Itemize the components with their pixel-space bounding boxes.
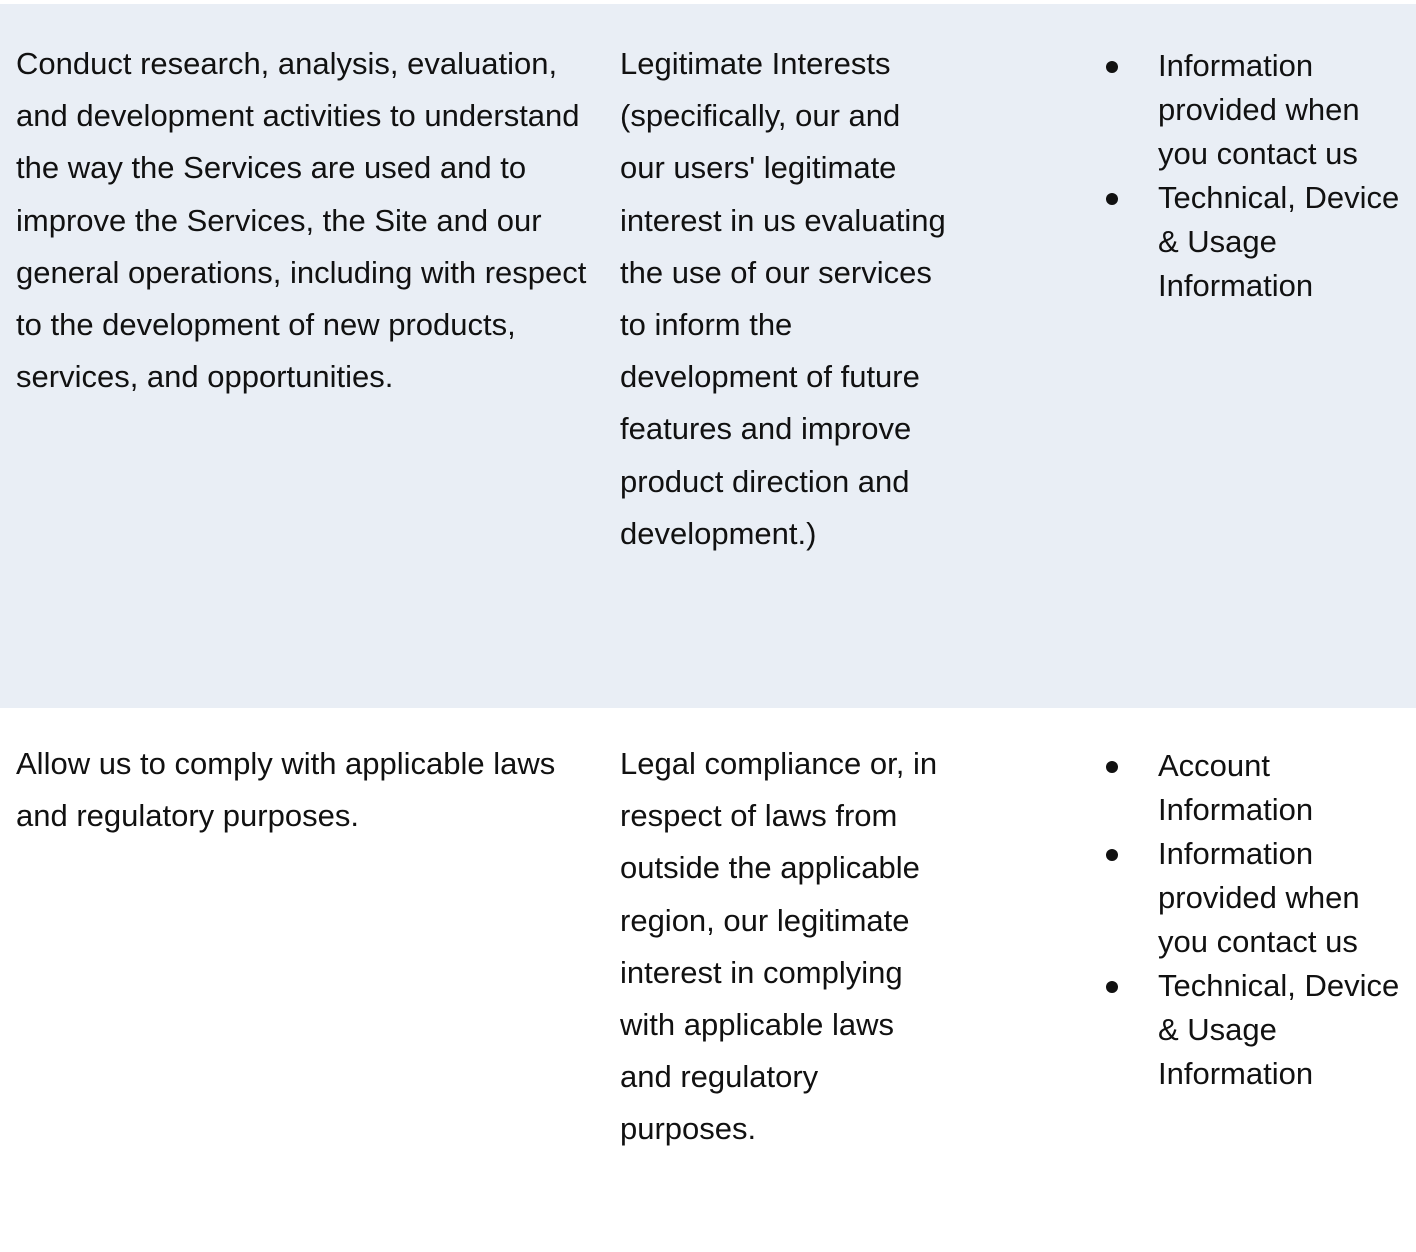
purpose-text: Conduct research, analysis, evaluation, and development activities to understand the way the Services are used and to improve the Services, the Site and our general operations, including with respect to the development of new products, services, and opportunities. [16, 46, 587, 395]
category-label: Account Information [1158, 748, 1314, 827]
category-label: Technical, Device & Usage Information [1158, 180, 1400, 303]
category-label: Information provided when you contact us [1158, 836, 1360, 959]
bullet-icon [1106, 193, 1118, 205]
legal-basis-cell [620, 708, 950, 1156]
purpose-cell [16, 708, 596, 842]
list-item [1100, 176, 1410, 308]
bullet-icon [1106, 849, 1118, 861]
table-row [0, 708, 1416, 1252]
list-item [1100, 44, 1410, 176]
category-label: Technical, Device & Usage Information [1158, 968, 1400, 1091]
bullet-icon [1106, 761, 1118, 773]
bullet-icon [1106, 61, 1118, 73]
table-row [0, 4, 1416, 708]
purpose-cell [16, 4, 596, 403]
data-categories-list [1100, 708, 1410, 1096]
data-categories-list [1100, 4, 1410, 308]
list-item [1100, 744, 1410, 832]
purpose-text: Allow us to comply with applicable laws and regulatory purposes. [16, 746, 556, 834]
list-item [1100, 832, 1410, 964]
bullet-icon [1106, 981, 1118, 993]
category-label: Information provided when you contact us [1158, 48, 1360, 171]
data-categories-cell [1100, 4, 1410, 308]
legal-basis-text: Legitimate Interests (specifically, our and our users' legitimate interest in us evaluating the use of our services to inform the development of future features and improve product direction and development.) [620, 46, 946, 551]
data-categories-cell [1100, 708, 1410, 1096]
legal-basis-cell [620, 4, 950, 560]
legal-basis-text: Legal compliance or, in respect of laws from outside the applicable region, our legitimate interest in complying with applicable laws and regulatory purposes. [620, 746, 938, 1147]
list-item [1100, 964, 1410, 1096]
